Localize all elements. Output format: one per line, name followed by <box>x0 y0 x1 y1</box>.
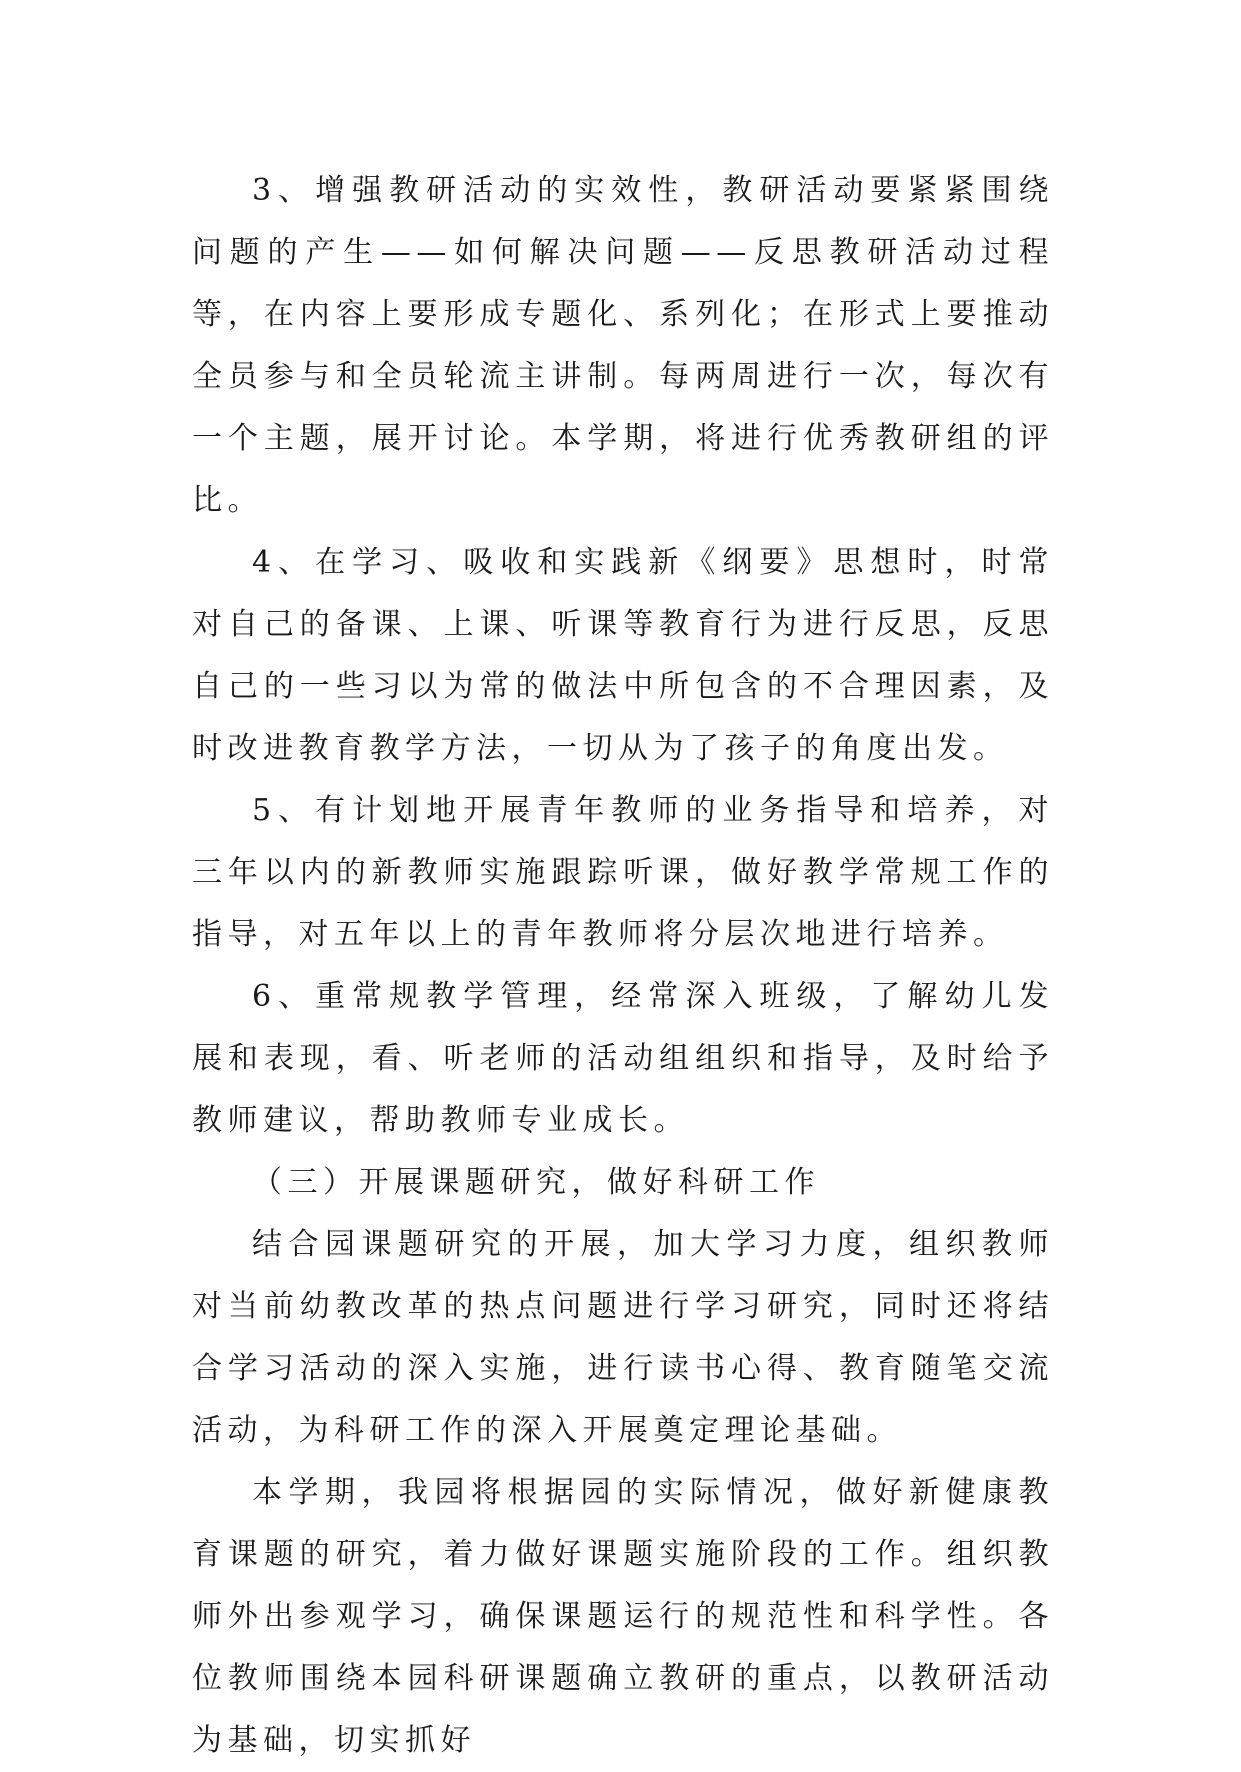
section-heading: （三）开展课题研究，做好科研工作 <box>252 1165 820 1200</box>
paragraph-item-3: 3、增强教研活动的实效性，教研活动要紧紧围绕问题的产生——如何解决问题——反思教研活动过程等，在内容上要形成专题化、系列化；在形式上要推动全员参与和全员轮流主讲制。每两周进行一次，每次有一个主题，展开讨论。本学期，将进行优秀教研组的评比。 <box>192 173 1054 518</box>
paragraph-item-4: 4、在学习、吸收和实践新《纲要》思想时，时常对自己的备课、上课、听课等教育行为进行反思，反思自己的一些习以为常的做法中所包含的不合理因素，及时改进教育教学方法，一切从为了孩子的角度出发。 <box>192 545 1054 766</box>
paragraph-item-6: 6、重常规教学管理，经常深入班级，了解幼儿发展和表现，看、听老师的活动组组织和指导，及时给予教师建议，帮助教师专业成长。 <box>192 979 1054 1138</box>
document-body <box>192 160 1054 1772</box>
paragraph-research: 结合园课题研究的开展，加大学习力度，组织教师对当前幼教改革的热点问题进行学习研究，同时还将结合学习活动的深入实施，进行读书心得、教育随笔交流活动，为科研工作的深入开展奠定理论基础。 <box>192 1227 1054 1448</box>
paragraph-item-5: 5、有计划地开展青年教师的业务指导和培养，对三年以内的新教师实施跟踪听课，做好教学常规工作的指导，对五年以上的青年教师将分层次地进行培养。 <box>192 793 1054 952</box>
paragraph-semester: 本学期，我园将根据园的实际情况，做好新健康教育课题的研究，着力做好课题实施阶段的工作。组织教师外出参观学习，确保课题运行的规范性和科学性。各位教师围绕本园科研课题确立教研的重点，以教研活动为基础，切实抓好 <box>192 1475 1054 1758</box>
